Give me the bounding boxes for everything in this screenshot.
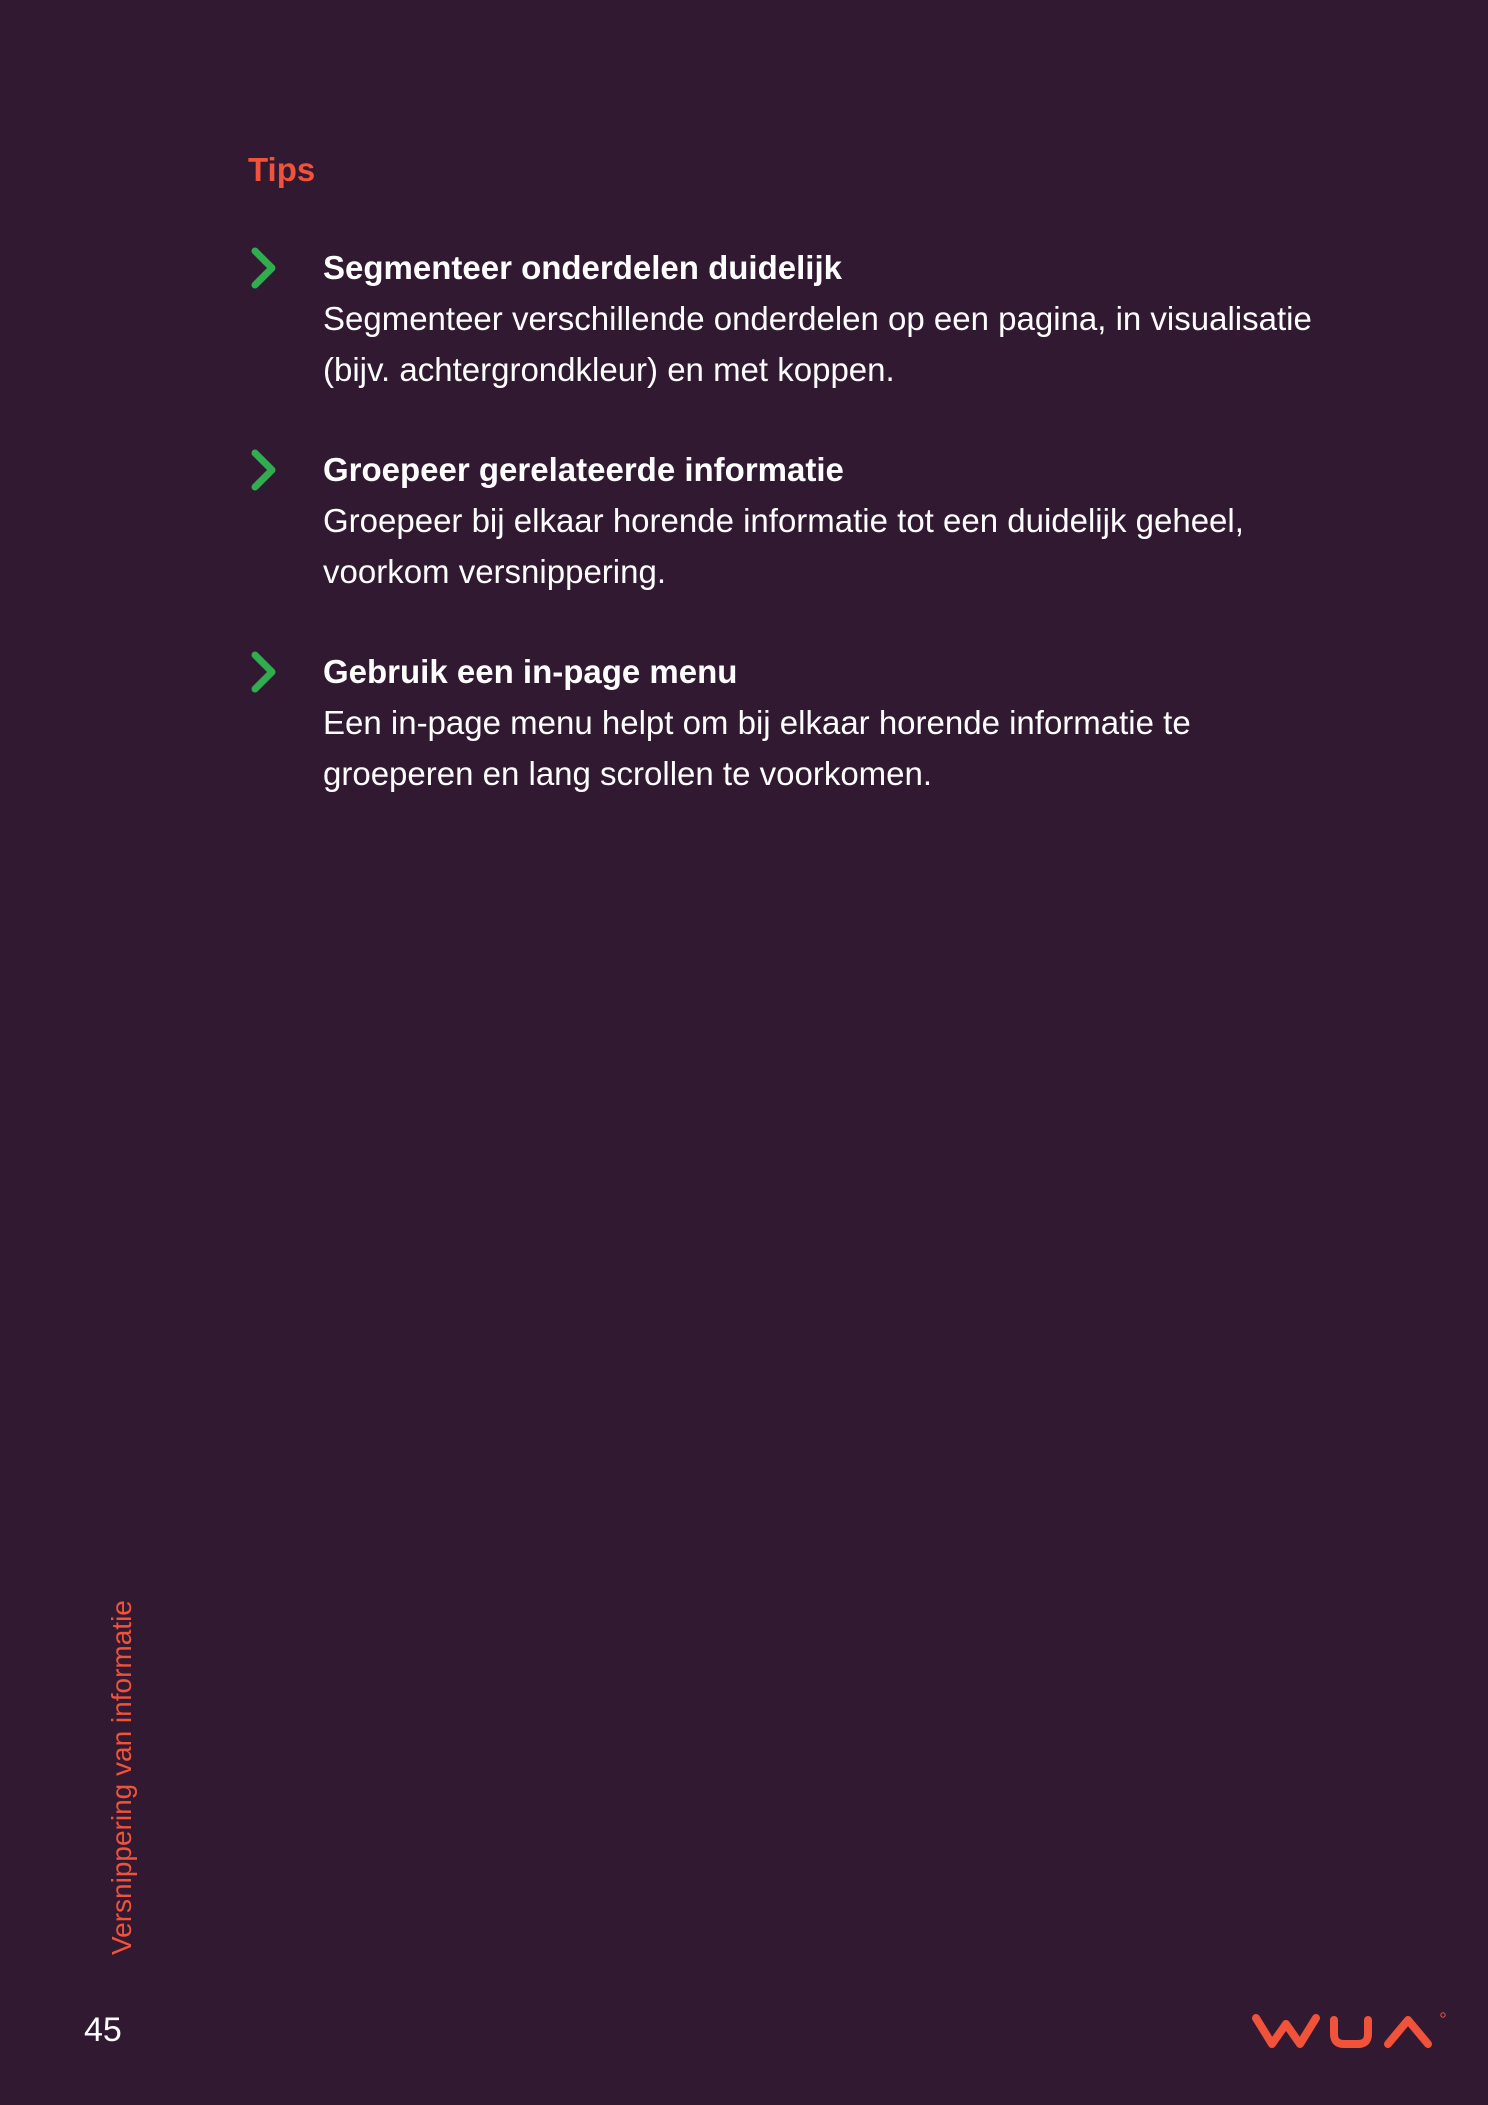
tip-body: Segmenteer verschillende onderdelen op een pagina, in visualisatie (bijv. achtergrondkleur) en met koppen.	[323, 300, 1312, 388]
chevron-right-icon	[248, 246, 280, 290]
chevron-right-icon	[248, 650, 280, 694]
tip-title: Groepeer gerelateerde informatie	[323, 451, 844, 488]
tip-title: Gebruik een in-page menu	[323, 653, 738, 690]
tip-item	[248, 444, 1368, 597]
tip-body: Groepeer bij elkaar horende informatie tot een duidelijk geheel, voorkom versnippering.	[323, 502, 1244, 590]
tips-list	[248, 242, 1368, 848]
section-title: Tips	[248, 151, 316, 188]
chevron-right-icon	[248, 448, 280, 492]
tip-title: Segmenteer onderdelen duidelijk	[323, 249, 842, 286]
tip-item	[248, 646, 1368, 799]
wua-logo	[1250, 2010, 1450, 2052]
tip-body: Een in-page menu helpt om bij elkaar horende informatie te groeperen en lang scrollen te voorkomen.	[323, 704, 1191, 792]
chapter-side-label: Versnippering van informatie	[106, 1600, 137, 1955]
tip-item	[248, 242, 1368, 395]
page-number: 45	[84, 2011, 122, 2049]
